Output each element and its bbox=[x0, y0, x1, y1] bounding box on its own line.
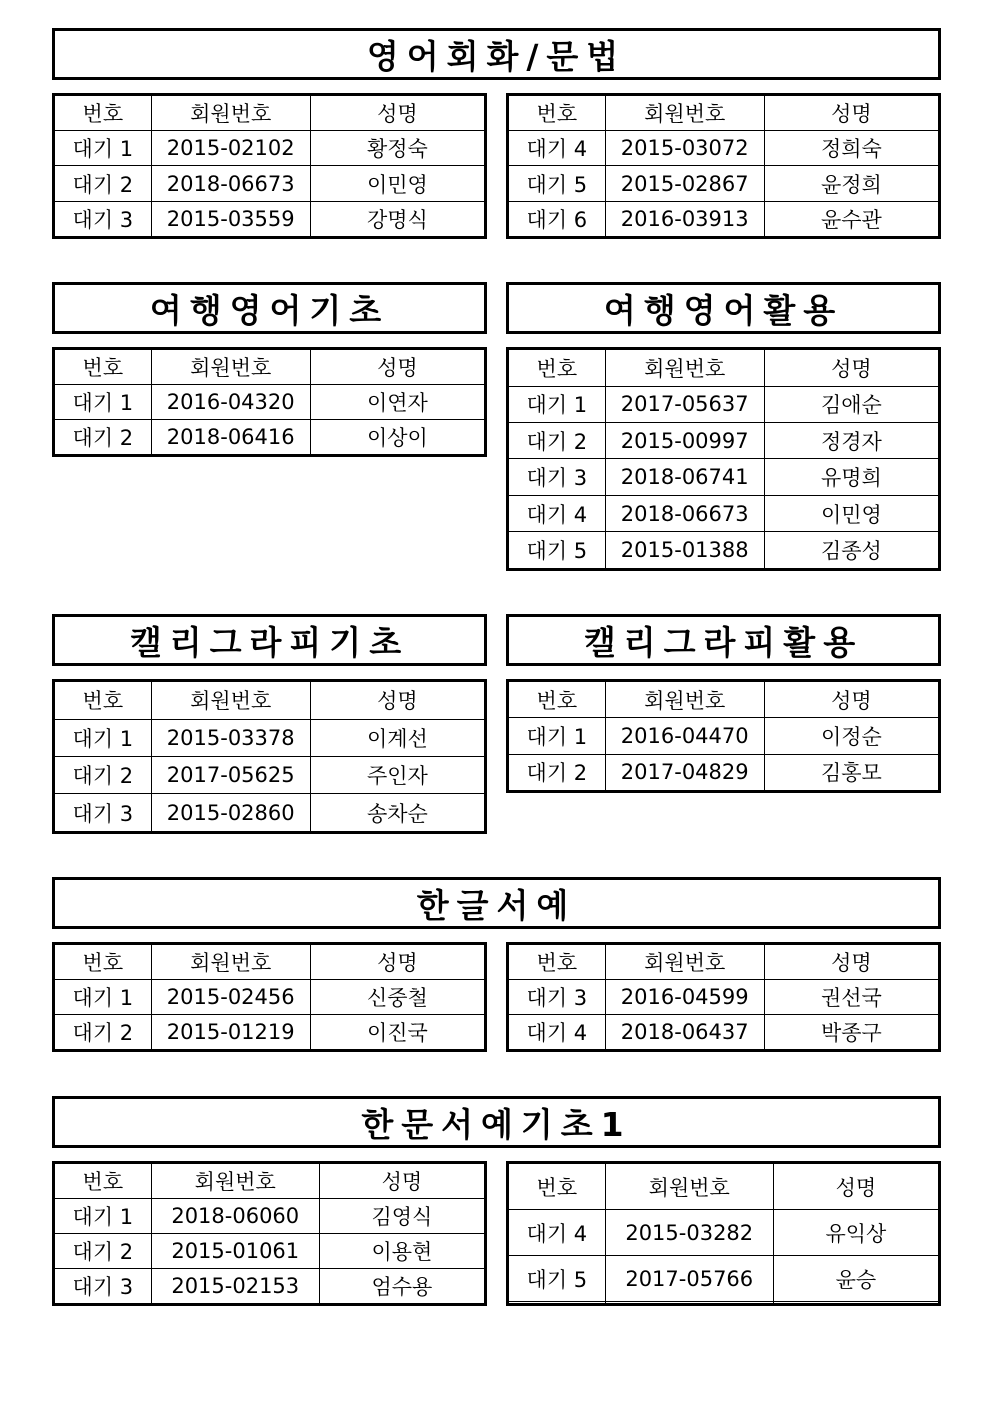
table-row bbox=[508, 980, 940, 1015]
waitlist-table bbox=[52, 93, 487, 239]
member-no-cell: 2015-02860 bbox=[151, 794, 310, 833]
header-member-no: 회원번호 bbox=[151, 681, 310, 720]
header-name: 성명 bbox=[310, 944, 485, 980]
header-name: 성명 bbox=[310, 681, 485, 720]
member-name-cell: 김종성 bbox=[764, 532, 939, 570]
member-no-cell: 2015-02867 bbox=[605, 166, 764, 201]
table-header-row bbox=[508, 681, 940, 718]
member-name-cell: 송차순 bbox=[310, 794, 485, 833]
header-no: 번호 bbox=[54, 95, 152, 131]
table-header-row bbox=[508, 1163, 940, 1210]
member-name-cell: 신중철 bbox=[310, 980, 485, 1015]
table-row bbox=[508, 532, 940, 570]
table-row bbox=[508, 423, 940, 459]
member-name-cell: 김홍모 bbox=[764, 754, 939, 791]
header-name: 성명 bbox=[764, 681, 939, 718]
member-name-cell: 이진국 bbox=[310, 1014, 485, 1050]
member-no-cell: 2018-06416 bbox=[151, 419, 310, 455]
table-row bbox=[508, 459, 940, 495]
table-row bbox=[508, 201, 940, 237]
waitlist-table bbox=[52, 942, 487, 1052]
table-row bbox=[54, 1014, 486, 1050]
member-name-cell: 윤승 bbox=[773, 1256, 939, 1302]
table-row bbox=[508, 386, 940, 422]
waitlist-no-cell: 대기 2 bbox=[508, 423, 606, 459]
header-no: 번호 bbox=[508, 1163, 606, 1210]
member-no-cell: 2016-04599 bbox=[605, 980, 764, 1015]
header-member-no: 회원번호 bbox=[605, 349, 764, 387]
table-row bbox=[54, 1268, 486, 1304]
header-member-no: 회원번호 bbox=[605, 681, 764, 718]
section-title-travel-english-applied: 여행영어활용 bbox=[506, 282, 941, 334]
member-no-cell: 2015-02102 bbox=[151, 131, 310, 166]
table-row bbox=[508, 495, 940, 531]
section-title-calligraphy-basic: 캘리그라피기초 bbox=[52, 614, 487, 666]
member-name-cell: 정경자 bbox=[764, 423, 939, 459]
member-no-cell bbox=[605, 1302, 773, 1305]
waitlist-no-cell: 대기 4 bbox=[508, 495, 606, 531]
member-no-cell: 2016-04320 bbox=[151, 385, 310, 420]
member-no-cell: 2017-05637 bbox=[605, 386, 764, 422]
waitlist-no-cell: 대기 5 bbox=[508, 166, 606, 201]
header-name: 성명 bbox=[310, 95, 485, 131]
member-no-cell: 2018-06437 bbox=[605, 1014, 764, 1050]
waitlist-no-cell: 대기 2 bbox=[508, 754, 606, 791]
table-header-row bbox=[54, 95, 486, 131]
table-row bbox=[508, 1302, 940, 1305]
member-no-cell: 2015-03559 bbox=[151, 201, 310, 237]
table-row bbox=[54, 385, 486, 420]
table-header-row bbox=[508, 95, 940, 131]
table-row bbox=[508, 1256, 940, 1302]
header-no: 번호 bbox=[508, 944, 606, 980]
waitlist-no-cell: 대기 1 bbox=[54, 131, 152, 166]
member-name-cell: 박종구 bbox=[764, 1014, 939, 1050]
table-row bbox=[54, 166, 486, 201]
member-name-cell: 황정숙 bbox=[310, 131, 485, 166]
member-name-cell: 김애순 bbox=[764, 386, 939, 422]
waitlist-no-cell: 대기 5 bbox=[508, 532, 606, 570]
table-row bbox=[508, 131, 940, 166]
member-name-cell: 윤정희 bbox=[764, 166, 939, 201]
header-member-no: 회원번호 bbox=[605, 944, 764, 980]
member-no-cell: 2018-06673 bbox=[151, 166, 310, 201]
table-row bbox=[54, 719, 486, 756]
waitlist-no-cell: 대기 1 bbox=[508, 718, 606, 754]
member-no-cell: 2017-05625 bbox=[151, 756, 310, 793]
table-row bbox=[54, 419, 486, 455]
member-no-cell: 2015-02456 bbox=[151, 980, 310, 1015]
waitlist-no-cell: 대기 3 bbox=[54, 201, 152, 237]
member-no-cell: 2018-06741 bbox=[605, 459, 764, 495]
waitlist-table bbox=[52, 347, 487, 457]
member-no-cell: 2015-00997 bbox=[605, 423, 764, 459]
header-member-no: 회원번호 bbox=[605, 1163, 773, 1210]
waitlist-no-cell: 대기 3 bbox=[54, 1268, 152, 1304]
waitlist-no-cell: 대기 4 bbox=[508, 131, 606, 166]
member-no-cell: 2017-04829 bbox=[605, 754, 764, 791]
member-name-cell: 이정순 bbox=[764, 718, 939, 754]
table-row bbox=[508, 166, 940, 201]
header-name: 성명 bbox=[319, 1163, 485, 1199]
table-row bbox=[54, 1233, 486, 1268]
header-no: 번호 bbox=[54, 681, 152, 720]
table-row bbox=[54, 131, 486, 166]
header-name: 성명 bbox=[310, 349, 485, 385]
table-header-row bbox=[508, 944, 940, 980]
member-name-cell: 유익상 bbox=[773, 1210, 939, 1256]
header-no: 번호 bbox=[508, 349, 606, 387]
member-no-cell: 2015-01061 bbox=[151, 1233, 319, 1268]
table-header-row bbox=[54, 349, 486, 385]
member-name-cell: 이연자 bbox=[310, 385, 485, 420]
waitlist-no-cell: 대기 1 bbox=[54, 980, 152, 1015]
table-row bbox=[54, 980, 486, 1015]
waitlist-table bbox=[52, 1161, 487, 1306]
section-title-hanmun-calligraphy-basic: 한문서예기초1 bbox=[52, 1096, 941, 1148]
header-name: 성명 bbox=[773, 1163, 939, 1210]
waitlist-table bbox=[506, 347, 941, 571]
waitlist-no-cell: 대기 2 bbox=[54, 1233, 152, 1268]
member-name-cell: 윤수관 bbox=[764, 201, 939, 237]
table-header-row bbox=[54, 944, 486, 980]
header-name: 성명 bbox=[764, 944, 939, 980]
waitlist-no-cell: 대기 1 bbox=[508, 386, 606, 422]
member-no-cell: 2018-06673 bbox=[605, 495, 764, 531]
section-title-english-conversation: 영어회화/문법 bbox=[52, 28, 941, 80]
header-name: 성명 bbox=[764, 95, 939, 131]
member-name-cell bbox=[773, 1302, 939, 1305]
member-no-cell: 2015-02153 bbox=[151, 1268, 319, 1304]
section-title-hangul-calligraphy: 한글서예 bbox=[52, 877, 941, 929]
member-no-cell: 2016-03913 bbox=[605, 201, 764, 237]
table-header-row bbox=[54, 1163, 486, 1199]
member-no-cell: 2015-01219 bbox=[151, 1014, 310, 1050]
member-name-cell: 권선국 bbox=[764, 980, 939, 1015]
member-name-cell: 엄수용 bbox=[319, 1268, 485, 1304]
waitlist-no-cell: 대기 5 bbox=[508, 1256, 606, 1302]
table-header-row bbox=[54, 681, 486, 720]
member-no-cell: 2018-06060 bbox=[151, 1199, 319, 1234]
table-row bbox=[508, 1210, 940, 1256]
table-row bbox=[508, 718, 940, 754]
table-row bbox=[54, 201, 486, 237]
member-no-cell: 2015-03072 bbox=[605, 131, 764, 166]
waitlist-table bbox=[52, 679, 487, 834]
waitlist-no-cell bbox=[508, 1302, 606, 1305]
header-member-no: 회원번호 bbox=[151, 349, 310, 385]
waitlist-no-cell: 대기 2 bbox=[54, 756, 152, 793]
waitlist-no-cell: 대기 1 bbox=[54, 1199, 152, 1234]
member-name-cell: 이계선 bbox=[310, 719, 485, 756]
member-name-cell: 이민영 bbox=[310, 166, 485, 201]
waitlist-no-cell: 대기 1 bbox=[54, 719, 152, 756]
header-member-no: 회원번호 bbox=[605, 95, 764, 131]
waitlist-no-cell: 대기 3 bbox=[54, 794, 152, 833]
waitlist-no-cell: 대기 2 bbox=[54, 166, 152, 201]
member-no-cell: 2017-05766 bbox=[605, 1256, 773, 1302]
waitlist-no-cell: 대기 6 bbox=[508, 201, 606, 237]
header-member-no: 회원번호 bbox=[151, 944, 310, 980]
member-name-cell: 이용현 bbox=[319, 1233, 485, 1268]
member-name-cell: 유명희 bbox=[764, 459, 939, 495]
member-name-cell: 강명식 bbox=[310, 201, 485, 237]
waitlist-no-cell: 대기 3 bbox=[508, 980, 606, 1015]
table-row bbox=[54, 756, 486, 793]
header-no: 번호 bbox=[508, 95, 606, 131]
member-no-cell: 2015-03378 bbox=[151, 719, 310, 756]
header-name: 성명 bbox=[764, 349, 939, 387]
table-row bbox=[54, 1199, 486, 1234]
header-member-no: 회원번호 bbox=[151, 95, 310, 131]
header-member-no: 회원번호 bbox=[151, 1163, 319, 1199]
waitlist-no-cell: 대기 1 bbox=[54, 385, 152, 420]
waitlist-table bbox=[506, 1161, 941, 1306]
member-name-cell: 정희숙 bbox=[764, 131, 939, 166]
header-no: 번호 bbox=[54, 1163, 152, 1199]
header-no: 번호 bbox=[508, 681, 606, 718]
waitlist-table bbox=[506, 679, 941, 793]
member-no-cell: 2015-03282 bbox=[605, 1210, 773, 1256]
waitlist-no-cell: 대기 4 bbox=[508, 1210, 606, 1256]
header-no: 번호 bbox=[54, 349, 152, 385]
member-no-cell: 2016-04470 bbox=[605, 718, 764, 754]
waitlist-no-cell: 대기 3 bbox=[508, 459, 606, 495]
member-name-cell: 김영식 bbox=[319, 1199, 485, 1234]
waitlist-no-cell: 대기 4 bbox=[508, 1014, 606, 1050]
waitlist-no-cell: 대기 2 bbox=[54, 1014, 152, 1050]
member-name-cell: 이민영 bbox=[764, 495, 939, 531]
table-row bbox=[54, 794, 486, 833]
waitlist-table bbox=[506, 93, 941, 239]
waitlist-no-cell: 대기 2 bbox=[54, 419, 152, 455]
section-title-travel-english-basic: 여행영어기초 bbox=[52, 282, 487, 334]
header-no: 번호 bbox=[54, 944, 152, 980]
waitlist-table bbox=[506, 942, 941, 1052]
table-header-row bbox=[508, 349, 940, 387]
table-row bbox=[508, 754, 940, 791]
member-name-cell: 주인자 bbox=[310, 756, 485, 793]
member-no-cell: 2015-01388 bbox=[605, 532, 764, 570]
member-name-cell: 이상이 bbox=[310, 419, 485, 455]
table-row bbox=[508, 1014, 940, 1050]
section-title-calligraphy-applied: 캘리그라피활용 bbox=[506, 614, 941, 666]
